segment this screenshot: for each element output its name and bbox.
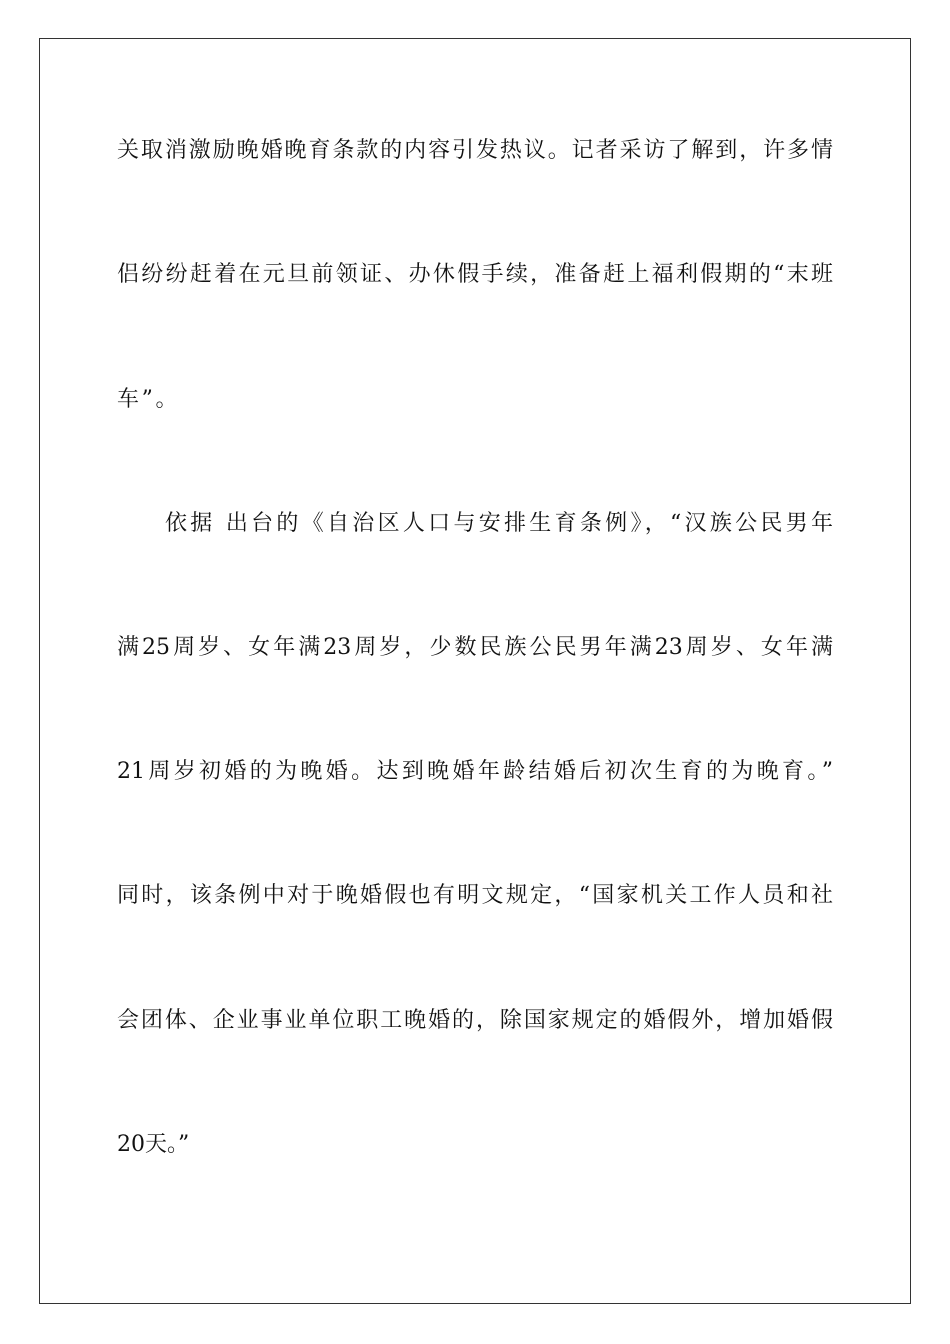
text-line-1: 关取消激励晚婚晚育条款的内容引发热议。记者采访了解到，许多情 [117,138,833,163]
text-line-3: 车”。 [117,387,181,412]
text-line-9: 20天。” [117,1132,190,1157]
text-line-2: 侣纷纷赶着在元旦前领证、办休假手续，准备赶上福利假期的“末班 [117,262,833,287]
text-line-5: 满25周岁、女年满23周岁，少数民族公民男年满23周岁、女年满 [117,635,833,660]
text-line-6: 21周岁初婚的为晚婚。达到晚婚年龄结婚后初次生育的为晚育。” [117,759,833,784]
text-line-7: 同时，该条例中对于晚婚假也有明文规定，“国家机关工作人员和社 [117,883,833,908]
text-line-8: 会团体、企业事业单位职工晚婚的，除国家规定的婚假外，增加婚假 [117,1008,833,1033]
page-frame [39,38,911,1304]
text-line-4: 依据 出台的《自治区人口与安排生育条例》，“汉族公民男年 [165,511,833,536]
